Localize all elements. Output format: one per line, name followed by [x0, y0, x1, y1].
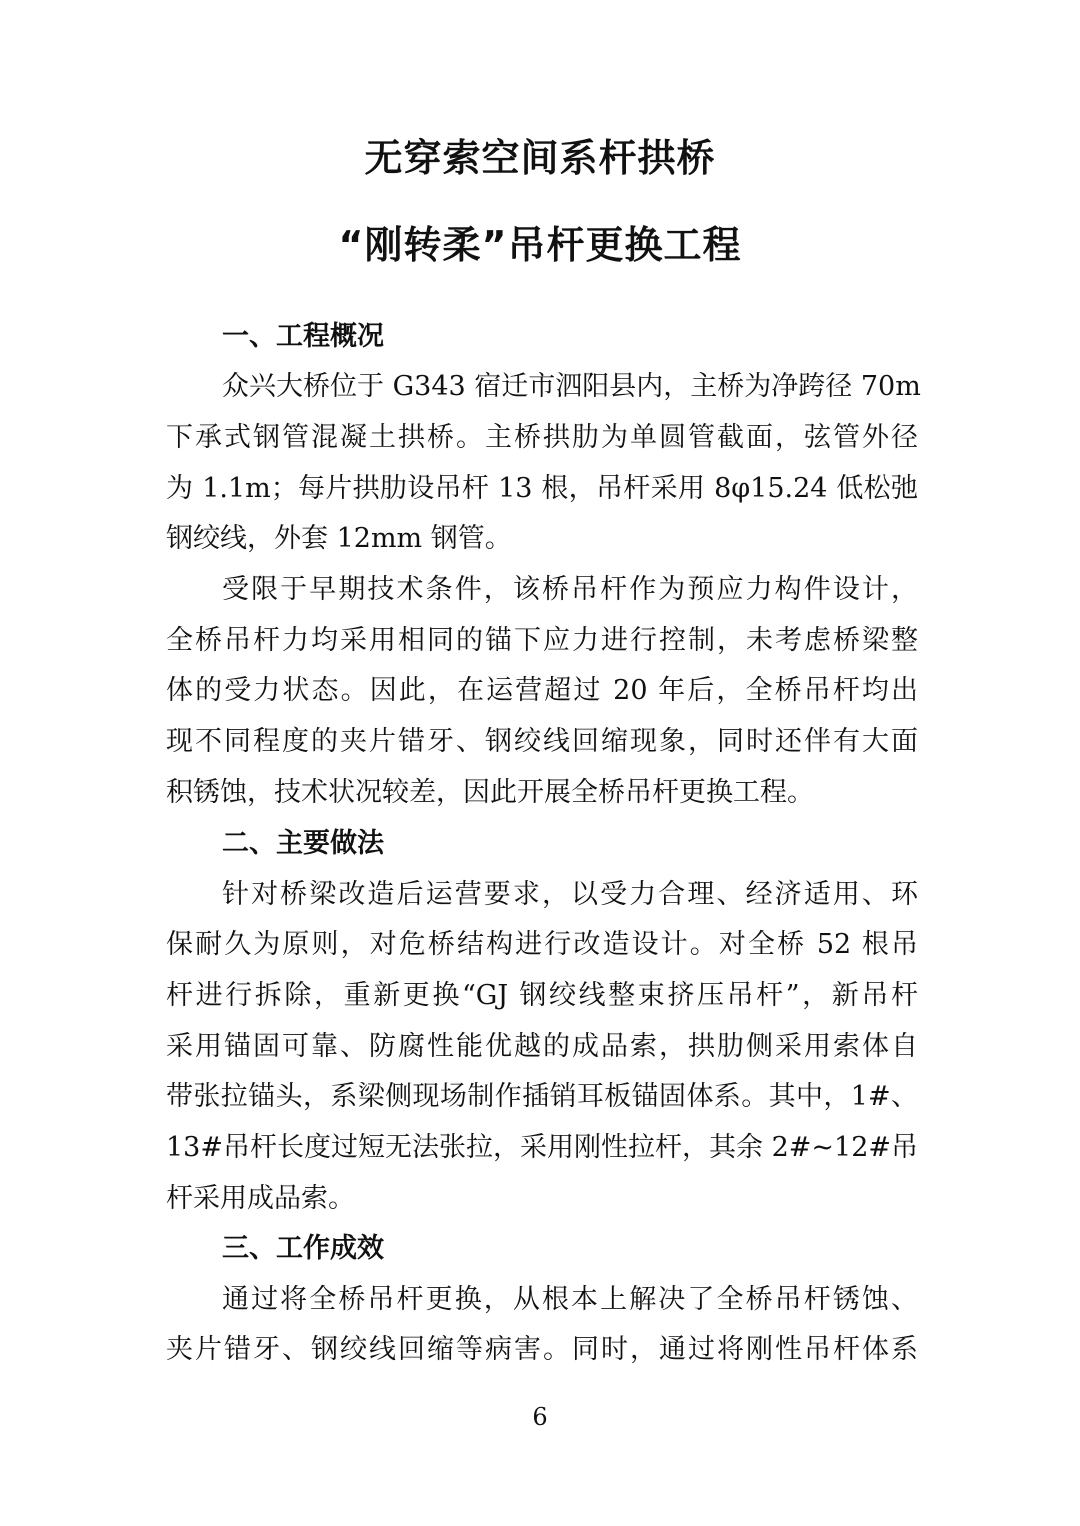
paragraph-line: 下承式钢管混凝土拱桥。主桥拱肋为单圆管截面，弦管外径	[166, 422, 918, 453]
paragraph-line: 杆进行拆除，重新更换“GJ 钢绞线整束挤压吊杆”，新吊杆	[166, 980, 918, 1011]
paragraph-line: 积锈蚀，技术状况较差，因此开展全桥吊杆更换工程。	[166, 777, 814, 808]
paragraph-line: 通过将全桥吊杆更换，从根本上解决了全桥吊杆锈蚀、	[222, 1284, 918, 1315]
paragraph-line: 钢绞线，外套 12mm 钢管。	[166, 523, 512, 554]
paragraph-line: 13#吊杆长度过短无法张拉，采用刚性拉杆，其余 2#~12#吊	[166, 1132, 918, 1163]
paragraph-line: 众兴大桥位于 G343 宿迁市泗阳县内，主桥为净跨径 70m	[222, 371, 921, 402]
section-heading-approach: 二、主要做法	[222, 828, 384, 859]
paragraph-line: 受限于早期技术条件，该桥吊杆作为预应力构件设计，	[222, 574, 918, 605]
paragraph-line: 为 1.1m；每片拱肋设吊杆 13 根，吊杆采用 8φ15.24 低松弛	[166, 473, 918, 504]
paragraph-line: 针对桥梁改造后运营要求，以受力合理、经济适用、环	[222, 879, 918, 910]
section-heading-results: 三、工作成效	[222, 1233, 384, 1264]
title-line-1: 无穿索空间系杆拱桥	[364, 136, 716, 180]
paragraph-line: 保耐久为原则，对危桥结构进行改造设计。对全桥 52 根吊	[166, 929, 918, 960]
paragraph-line: 现不同程度的夹片错牙、钢绞线回缩现象，同时还伴有大面	[166, 726, 918, 757]
section-heading-overview: 一、工程概况	[222, 321, 384, 352]
page-number: 6	[532, 1403, 548, 1431]
paragraph-line: 夹片错牙、钢绞线回缩等病害。同时，通过将刚性吊杆体系	[166, 1334, 918, 1365]
paragraph-line: 全桥吊杆力均采用相同的锚下应力进行控制，未考虑桥梁整	[166, 625, 918, 656]
paragraph-line: 采用锚固可靠、防腐性能优越的成品索，拱肋侧采用索体自	[166, 1031, 918, 1062]
paragraph-line: 带张拉锚头，系梁侧现场制作插销耳板锚固体系。其中，1#、	[166, 1081, 918, 1112]
paragraph-line: 体的受力状态。因此，在运营超过 20 年后，全桥吊杆均出	[166, 675, 918, 706]
title-line-2: “刚转柔”吊杆更换工程	[338, 223, 742, 267]
paragraph-line: 杆采用成品索。	[166, 1183, 355, 1214]
